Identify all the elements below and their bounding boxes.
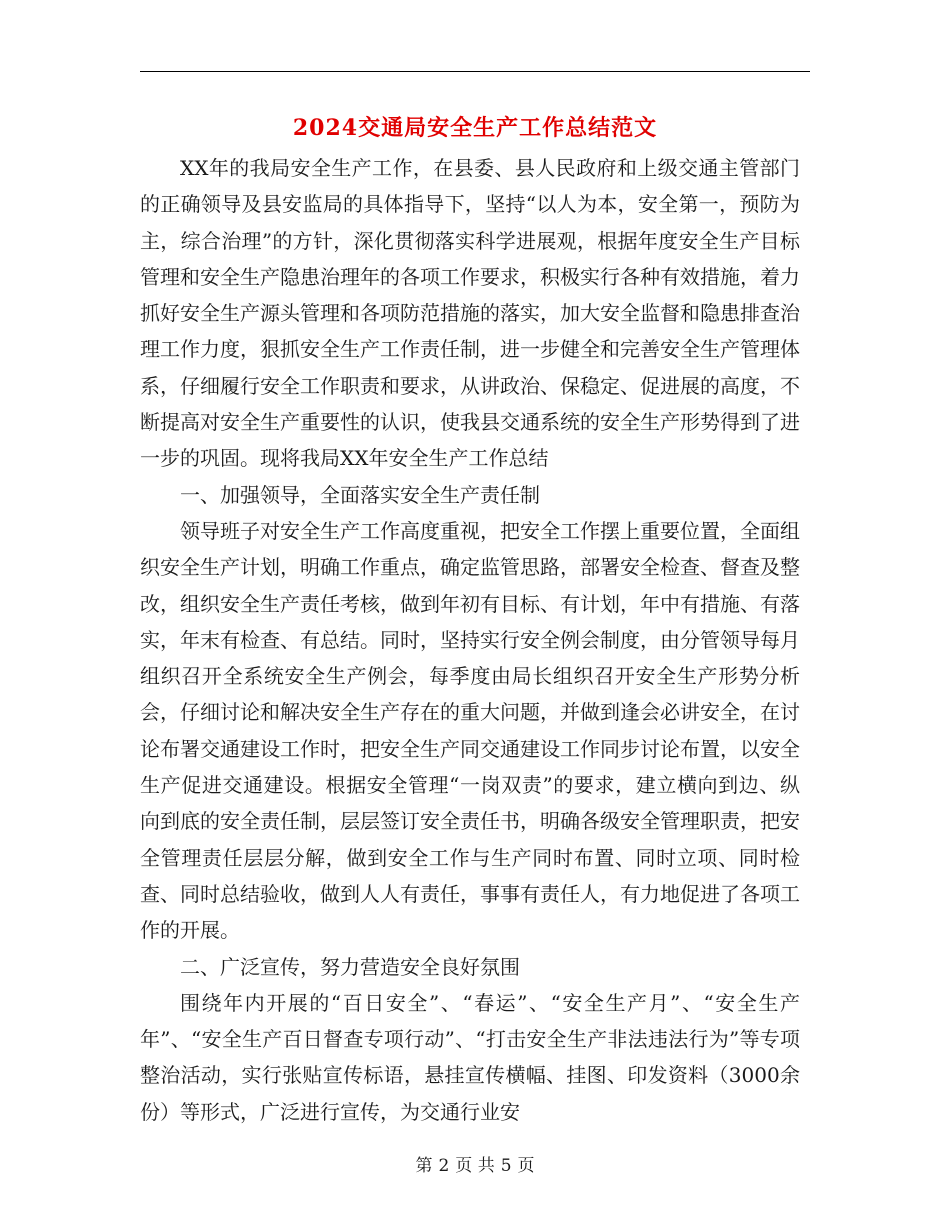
document-body [140, 150, 800, 1130]
footer-current-page: 2 [438, 1156, 450, 1176]
document-title: 2024交通局安全生产工作总结范文 [292, 115, 658, 141]
paragraph-intro: XX年的我局安全生产工作，在县委、县人民政府和上级交通主管部门的正确领导及县安监局的具体指导下，坚持“以人为本，安全第一，预防为主，综合治理”的方针，深化贯彻落实科学进展观，根据年度安全生产目标管理和安全生产隐患治理年的各项工作要求，积极实行各种有效措施，着力抓好安全生产源头管理和各项防范措施的落实，加大安全监督和隐患排查治理工作力度，狠抓安全生产工作责任制，进一步健全和完善安全生产管理体系，仔细履行安全工作职责和要求，从讲政治、保稳定、促进展的高度，不断提高对安全生产重要性的认识，使我县交通系统的安全生产形势得到了进一步的巩固。现将我局XX年安全生产工作总结 [140, 156, 800, 471]
footer-prefix: 第 [415, 1156, 433, 1176]
paragraph-section-2: 围绕年内开展的“百日安全”、“春运”、“安全生产月”、“安全生产年”、“安全生产百日督查专项行动”、“打击安全生产非法违法行为”等专项整治活动，实行张贴宣传标语，悬挂宣传横幅、挂图、印发资料（3000余份）等形式，广泛进行宣传，为交通行业安 [140, 990, 800, 1124]
footer-suffix: 页 [517, 1156, 535, 1176]
section-heading-1: 一、加强领导，全面落实安全生产责任制 [180, 482, 540, 507]
section-heading-2: 二、广泛宣传，努力营造安全良好氛围 [180, 954, 520, 979]
page-footer [0, 1154, 950, 1178]
footer-total-pages: 5 [500, 1156, 512, 1176]
paragraph-section-1: 领导班子对安全生产工作高度重视，把安全工作摆上重要位置，全面组织安全生产计划，明确工作重点，确定监管思路，部署安全检查、督查及整改，组织安全生产责任考核，做到年初有目标、有计划，年中有措施、有落实，年末有检查、有总结。同时，坚持实行安全例会制度，由分管领导每月组织召开全系统安全生产例会，每季度由局长组织召开安全生产形势分析会，仔细讨论和解决安全生产存在的重大问题，并做到逢会必讲安全，在讨论布署交通建设工作时，把安全生产同交通建设工作同步讨论布置，以安全生产促进交通建设。根据安全管理“一岗双责”的要求，建立横向到边、纵向到底的安全责任制，层层签订安全责任书，明确各级安全管理职责，把安全管理责任层层分解，做到安全工作与生产同时布置、同时立项、同时检查、同时总结验收，做到人人有责任，事事有责任人，有力地促进了各项工作的开展。 [140, 518, 800, 943]
header-rule [140, 71, 810, 72]
footer-mid: 页 共 [455, 1156, 495, 1176]
